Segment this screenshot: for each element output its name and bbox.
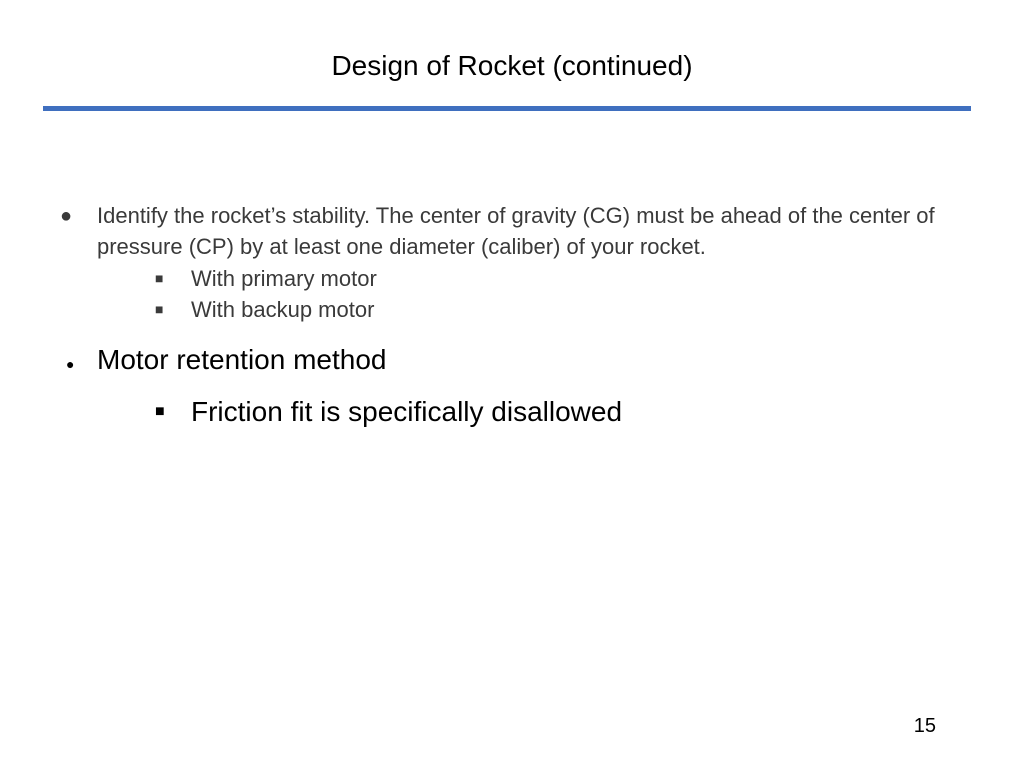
sub-item-text: With primary motor (191, 266, 377, 291)
page-number: 15 (913, 715, 936, 737)
bullet-dot-icon: ● (66, 356, 75, 372)
sub-item-text: With backup motor (191, 297, 375, 322)
square-bullet-icon: ■ (155, 301, 164, 317)
bullet-dot-icon: ● (60, 205, 73, 227)
slide-title: Design of Rocket (continued) (331, 50, 693, 81)
square-bullet-icon: ■ (155, 270, 164, 286)
sub-item-text: Friction fit is specifically disallowed (191, 396, 623, 427)
square-bullet-icon: ■ (155, 403, 165, 420)
bullet-text: Motor retention method (97, 344, 387, 375)
bullet-text: Identify the rocket’s stability. The center of gravity (CG) must be ahead of the center of pressure (CP) by at least one diameter (caliber) of your rocket. (97, 203, 935, 259)
title-underline-rule (43, 106, 971, 111)
